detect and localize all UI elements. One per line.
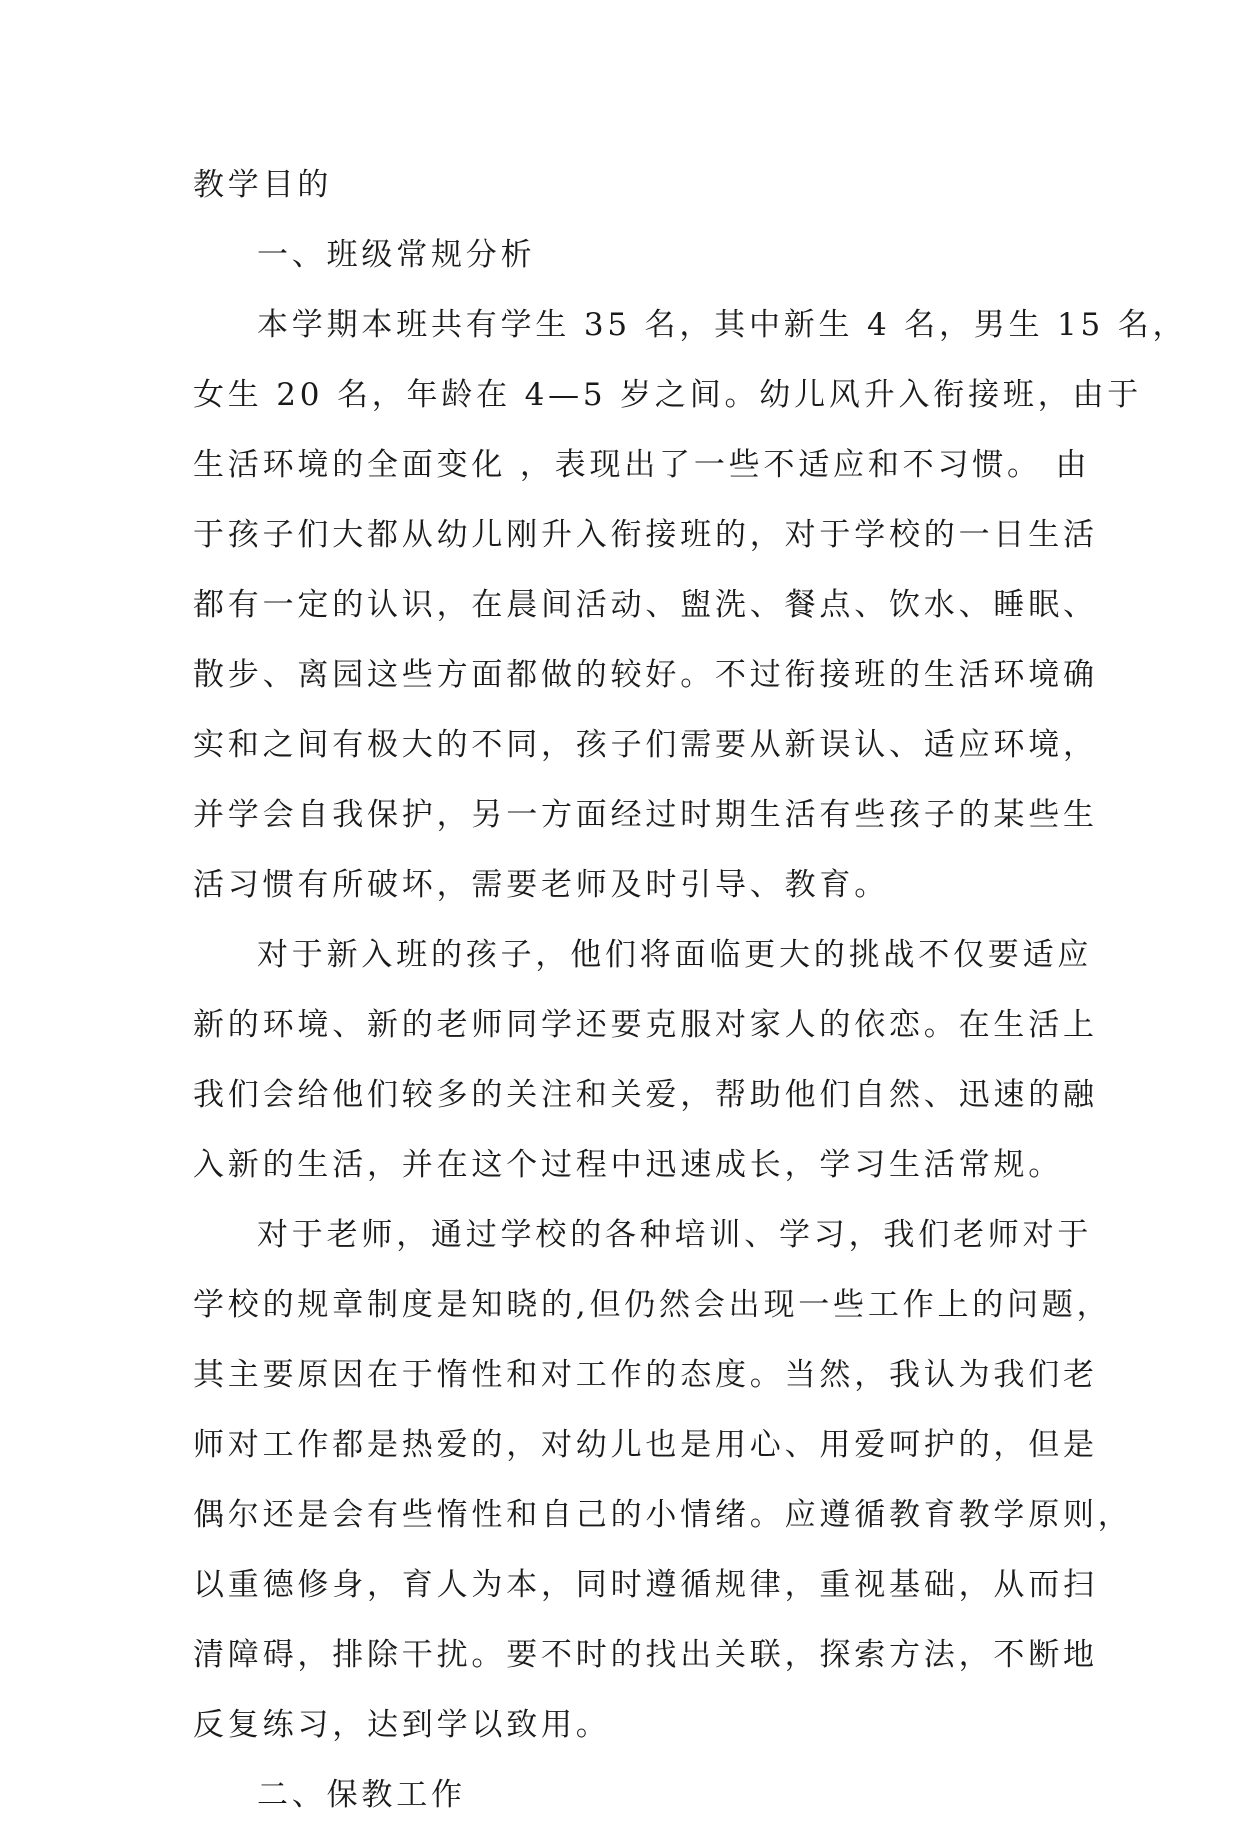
paragraph-line: 我们会给他们较多的关注和关爱，帮助他们自然、迅速的融: [193, 1077, 1098, 1113]
paragraph-line: 于孩子们大都从幼儿刚升入衔接班的，对于学校的一日生活: [193, 517, 1098, 553]
paragraph-line: 活习惯有所破坏，需要老师及时引导、教育。: [193, 867, 889, 903]
paragraph-line: 散步、离园这些方面都做的较好。不过衔接班的生活环境确: [193, 657, 1098, 693]
paragraph-line: 都有一定的认识，在晨间活动、盥洗、餐点、饮水、睡眠、: [193, 587, 1098, 623]
paragraph-class-overview: [193, 290, 1188, 920]
paragraph-line: 生活环境的全面变化 ，表现出了一些不适应和不习惯。 由: [193, 447, 1091, 483]
paragraph-line: 女生 20 名，年龄在 4—5 岁之间。幼儿风升入衔接班，由于: [193, 377, 1143, 413]
paragraph-line: 并学会自我保护，另一方面经过时期生活有些孩子的某些生: [193, 797, 1098, 833]
paragraph-new-students: [193, 920, 1098, 1200]
paragraph-line: 师对工作都是热爱的，对幼儿也是用心、用爱呵护的，但是: [193, 1427, 1098, 1463]
paragraph-line: 新的环境、新的老师同学还要克服对家人的依恋。在生活上: [193, 1007, 1098, 1043]
section-heading-class-routine: 一、班级常规分析: [257, 237, 536, 273]
paragraph-line: 本学期本班共有学生 35 名，其中新生 4 名，男生 15 名，: [257, 307, 1188, 343]
paragraph-teachers: [193, 1200, 1133, 1760]
paragraph-line: 对于老师，通过学校的各种培训、学习，我们老师对于: [257, 1217, 1093, 1253]
paragraph-line: 实和之间有极大的不同，孩子们需要从新误认、适应环境，: [193, 727, 1098, 763]
paragraph-line: 对于新入班的孩子，他们将面临更大的挑战不仅要适应: [257, 937, 1093, 973]
section-heading-care-education: 二、保教工作: [257, 1777, 466, 1813]
paragraph-line: 反复练习，达到学以致用。: [193, 1707, 611, 1743]
document-body: [193, 150, 1188, 1830]
paragraph-line: 其主要原因在于惰性和对工作的态度。当然，我认为我们老: [193, 1357, 1098, 1393]
paragraph-line: 以重德修身，育人为本，同时遵循规律，重视基础，从而扫: [193, 1567, 1098, 1603]
paragraph-line: 学校的规章制度是知晓的,但仍然会出现一些工作上的问题，: [193, 1287, 1112, 1323]
document-title: 教学目的: [193, 167, 333, 203]
paragraph-line: 入新的生活，并在这个过程中迅速成长，学习生活常规。: [193, 1147, 1063, 1183]
paragraph-line: 偶尔还是会有些惰性和自己的小情绪。应遵循教育教学原则，: [193, 1497, 1133, 1533]
paragraph-line: 清障碍，排除干扰。要不时的找出关联，探索方法，不断地: [193, 1637, 1098, 1673]
